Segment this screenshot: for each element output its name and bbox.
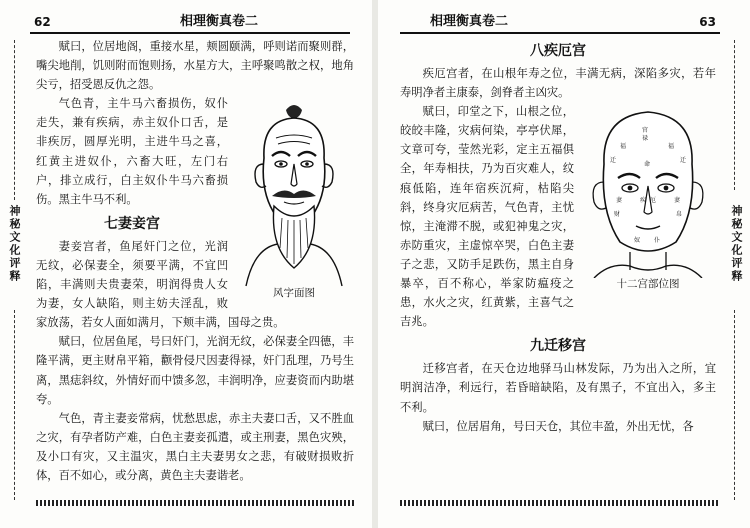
- svg-text:福: 福: [620, 143, 627, 151]
- section-title-wife-palace: 七妻妾宫: [104, 215, 160, 232]
- left-paragraph: 妻妾宫者，鱼尾奸门之位，光润无纹，必保妻全，须要平满，不宜凹陷，丰满则夫贵妻荣，明润得贵人女为妻，女人缺陷，则主妨夫淫乱，败家放荡，若女人面如满月，下颊丰满，国母之贵。: [36, 239, 285, 330]
- svg-text:妻: 妻: [616, 197, 623, 205]
- right-paragraph: 赋曰，位居眉角，号曰天仓，其位丰盈，外出无忧，各: [422, 419, 694, 433]
- left-paragraph: 赋曰，位居鱼尾，号曰奸门，光润无纹，必保妻全四德，丰隆平满，更主财帛平箱，颧骨侵尺因妻得禄，奸门乱理，乃号生离，黑痣斜纹，外情好而中馈多忽，丰润明净，应妻资而内助堪夸。: [36, 335, 354, 406]
- svg-text:厄: 厄: [650, 197, 657, 205]
- right-paragraph: 疾厄宫者，在山根年寿之位，丰满无病，深陷多灾，若年寿明净者主康泰，剑脊者主凶灾。: [400, 67, 716, 100]
- svg-text:命: 命: [644, 161, 651, 169]
- left-page-body: [36, 37, 354, 485]
- right-page: [378, 0, 750, 528]
- twelve-palaces-figure: [580, 102, 716, 294]
- left-side-label: 神秘文化评释: [8, 205, 21, 283]
- right-running-title: 相理衡真卷二: [430, 14, 509, 29]
- svg-text:帛: 帛: [676, 211, 683, 219]
- svg-text:财: 财: [614, 211, 621, 219]
- section-title-migration-palace: 九迁移宫: [530, 338, 586, 355]
- right-side-rule-bottom: [734, 310, 736, 500]
- right-side-rule-top: [734, 40, 736, 190]
- right-side-label: 神秘文化评释: [730, 205, 743, 283]
- section-title-illness-palace: 八疾厄宫: [530, 43, 586, 59]
- left-bottom-border: [36, 500, 356, 506]
- right-page-number: 63: [699, 15, 716, 29]
- left-paragraph: 气色，青主妻妾常病，忧愁思虑，赤主夫妻口舌，又不胜血之灾，有孕者防产难，白色主妻妾孤遣，或主刑妻，黑色灾殃，及小口有灾，又主温灾，黑白主夫妻男女之悲，有破财损败折体，百不如心，或分离，黄色主夫妻谐老。: [36, 411, 354, 482]
- svg-text:福: 福: [668, 143, 675, 151]
- svg-text:疾: 疾: [640, 197, 647, 205]
- right-bottom-border: [400, 500, 718, 506]
- svg-text:妻: 妻: [674, 197, 681, 205]
- left-page-number: 62: [34, 15, 51, 29]
- svg-text:官: 官: [642, 127, 649, 135]
- figure-caption-twelve-palaces: 十二宫部位图: [616, 278, 680, 291]
- right-page-header: [400, 10, 720, 34]
- wind-face-figure: [234, 98, 354, 303]
- left-paragraph: 赋曰，位居地阁，重接水星，颊圆颐满，呼则诺而聚则群，嘴尖地削，饥则附而饱则扬，水星方大，主呼聚鸣散之权，地角尖亏，招受恩反仇之怨。: [36, 40, 354, 92]
- right-paragraph: 迁移宫者，在天仓边地驿马山林发际，乃为出入之所，宜明润洁净，利远行，若昏暗缺陷，及有黑子，不宜出入，多主不利。: [400, 362, 716, 414]
- left-side-rule-top: [14, 40, 16, 200]
- left-paragraph: 气色青，主牛马六畜损伤，奴仆走失，兼有疾病，赤主奴仆口舌，是非疾厉，圆厚光明，主进牛马之喜，红黄主进奴仆，六畜大旺，左门右户，排立成行，白主奴仆牛马六畜损伤。黑主牛马不利。: [36, 97, 228, 206]
- twelve-palaces-illustration: [580, 102, 716, 278]
- left-page: [0, 0, 372, 528]
- svg-text:迁: 迁: [610, 157, 617, 165]
- svg-text:禄: 禄: [642, 135, 649, 143]
- right-paragraph: 赋曰，印堂之下，山根之位，皎皎丰隆，灾病何染，亭亭伏犀，文章可夸，莹然光彩，定主五福俱全，年寿相扶，乃为百灾难人，纹痕低陷，连年宿疾沉疴，枯陷尖斜，终身灾厄病苦，气色青，主忧惊，主淹滞不脱，或犯神鬼之灾，赤防重灾，主虚惊卒哭，白色主妻子之悲，又防手足跌伤，黑主自身暴卒，百不称心，举家防瘟疫之患，水火之灾，红黄紫，主喜气之吉兆。: [400, 105, 574, 329]
- wind-face-illustration: [234, 98, 354, 288]
- svg-text:仆: 仆: [654, 237, 661, 245]
- svg-text:迁: 迁: [680, 157, 687, 165]
- svg-text:奴: 奴: [634, 237, 641, 245]
- right-page-body: [400, 36, 716, 436]
- figure-caption-wind-face: 风字面图: [273, 287, 315, 300]
- left-running-title: 相理衡真卷二: [180, 14, 259, 29]
- left-page-header: [30, 10, 350, 34]
- left-side-rule-bottom: [14, 310, 16, 500]
